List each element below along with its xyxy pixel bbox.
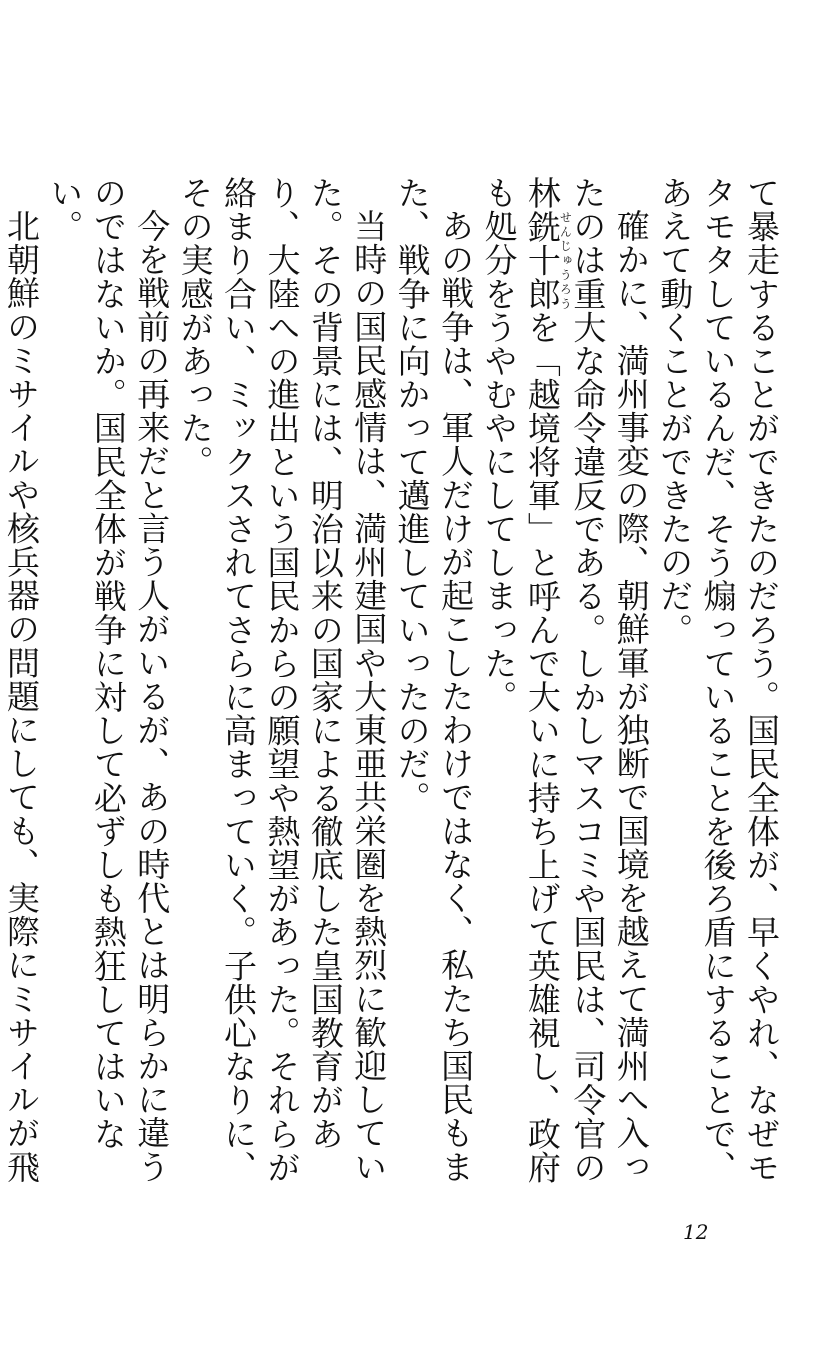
paragraph-6: 北朝鮮のミサイルや核兵器の問題にしても、実際にミサイルが飛	[2, 209, 41, 1184]
paragraph-1: て暴走することができたのだろう。国民全体が、早くやれ、なぜモタモタしているんだ、そう煽っていることを後ろ盾にすることで、あえて動くことができたのだ。	[655, 176, 781, 1184]
paragraph-5: 今を戦前の再来だと言う人がいるが、あの時代とは明らかに違うのではないか。国民全体が戦争に対して必ずしも熱狂してはいない。	[45, 176, 172, 1184]
paragraph-2	[477, 176, 653, 1206]
paragraph-4: 当時の国民感情は、満州建国や大東亜共栄圏を熱烈に歓迎していた。その背景には、明治以来の国家による徹底した皇国教育があり、大陸への進出という国民からの願望や熱望があった。それらが絡まり合い、ミックスされてさらに高まっていく。子供心なりに、その実感があった。	[175, 176, 389, 1184]
paragraph-2-text-after: を「越境将軍」と呼んで大いに持ち上げて英雄視し、政府も処分をうやむやにしてしまった。	[479, 176, 562, 1185]
page-number: 12	[683, 1220, 709, 1244]
ruby-base: 銑十郎	[522, 209, 562, 311]
paragraph-3: あの戦争は、軍人だけが起こしたわけではなく、私たち国民もまた、戦争に向かって邁進していったのだ。	[392, 176, 476, 1184]
paragraph-2-text: 確かに、満州事変の際、朝鮮軍が独断で国境を越えて満州へ入ったのは重大な命令違反である。しかしマスコミや国民は、司令官の林	[522, 176, 651, 1184]
ruby-reading: せんじゅうろう	[558, 209, 573, 311]
vertical-text-body	[2, 176, 783, 1206]
furigana-ruby	[522, 209, 573, 311]
